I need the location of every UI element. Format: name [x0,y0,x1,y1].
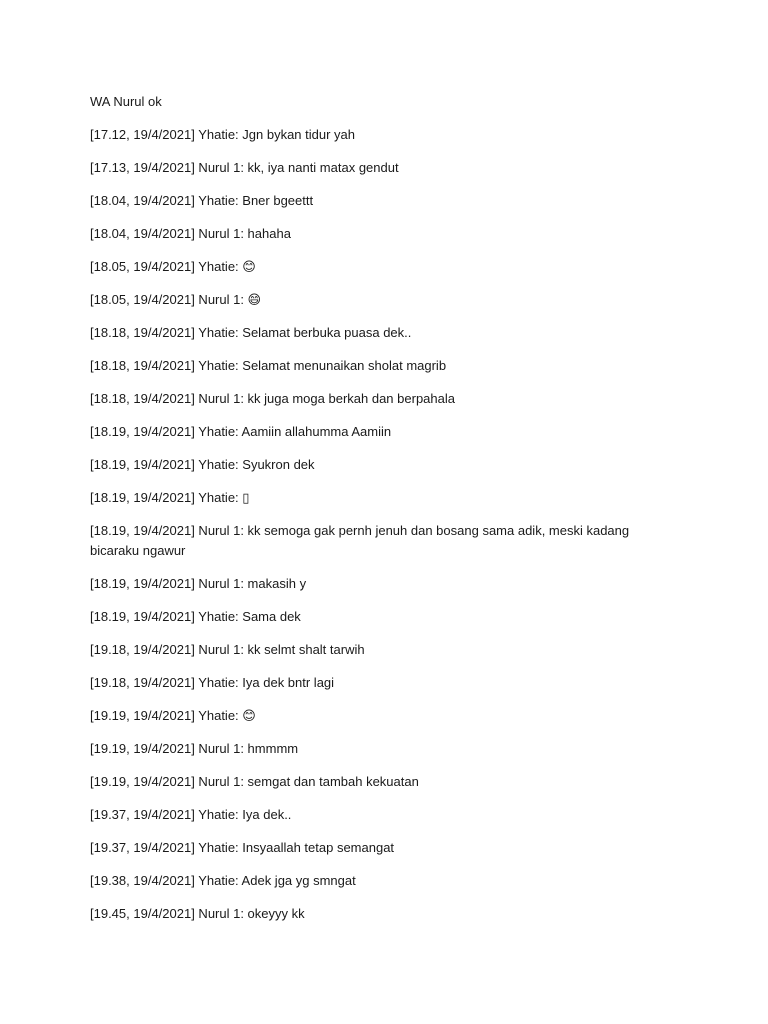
chat-line: [18.18, 19/4/2021] Yhatie: Selamat berbuka puasa dek.. [90,325,412,340]
chat-line: [18.19, 19/4/2021] Nurul 1: makasih y [90,576,307,591]
chat-line: [17.12, 19/4/2021] Yhatie: Jgn bykan tidur yah [90,127,356,142]
chat-line: [19.19, 19/4/2021] Yhatie: 😊 [90,708,256,723]
chat-line: [18.04, 19/4/2021] Nurul 1: hahaha [90,226,291,241]
document-title: WA Nurul ok [90,94,162,109]
chat-line: [18.19, 19/4/2021] Nurul 1: kk semoga gak pernh jenuh dan bosang sama adik, meski kadang bicaraku ngawur [90,523,630,558]
chat-line: [18.05, 19/4/2021] Nurul 1: 😄 [90,292,262,307]
chat-line: [19.18, 19/4/2021] Nurul 1: kk selmt shalt tarwih [90,642,365,657]
chat-line: [17.13, 19/4/2021] Nurul 1: kk, iya nanti matax gendut [90,160,399,175]
chat-line: [19.37, 19/4/2021] Yhatie: Iya dek.. [90,807,292,822]
chat-line: [18.05, 19/4/2021] Yhatie: 😊 [90,259,256,274]
chat-line: [18.19, 19/4/2021] Yhatie: Sama dek [90,609,301,624]
chat-line: [19.37, 19/4/2021] Yhatie: Insyaallah tetap semangat [90,840,395,855]
chat-line: [18.19, 19/4/2021] Yhatie: Syukron dek [90,457,315,472]
chat-line: [19.19, 19/4/2021] Nurul 1: semgat dan tambah kekuatan [90,774,419,789]
chat-line: [18.04, 19/4/2021] Yhatie: Bner bgeettt [90,193,314,208]
chat-line: [19.19, 19/4/2021] Nurul 1: hmmmm [90,741,299,756]
chat-line: [18.18, 19/4/2021] Nurul 1: kk juga moga berkah dan berpahala [90,391,455,406]
chat-line: [18.19, 19/4/2021] Yhatie: Aamiin allahumma Aamiin [90,424,392,439]
chat-line: [19.45, 19/4/2021] Nurul 1: okeyyy kk [90,906,305,921]
chat-line: [18.19, 19/4/2021] Yhatie: ▯ [90,490,250,505]
chat-line: [19.18, 19/4/2021] Yhatie: Iya dek bntr lagi [90,675,335,690]
document-page [90,92,680,937]
chat-log [90,125,680,924]
chat-line: [19.38, 19/4/2021] Yhatie: Adek jga yg smngat [90,873,356,888]
chat-line: [18.18, 19/4/2021] Yhatie: Selamat menunaikan sholat magrib [90,358,447,373]
